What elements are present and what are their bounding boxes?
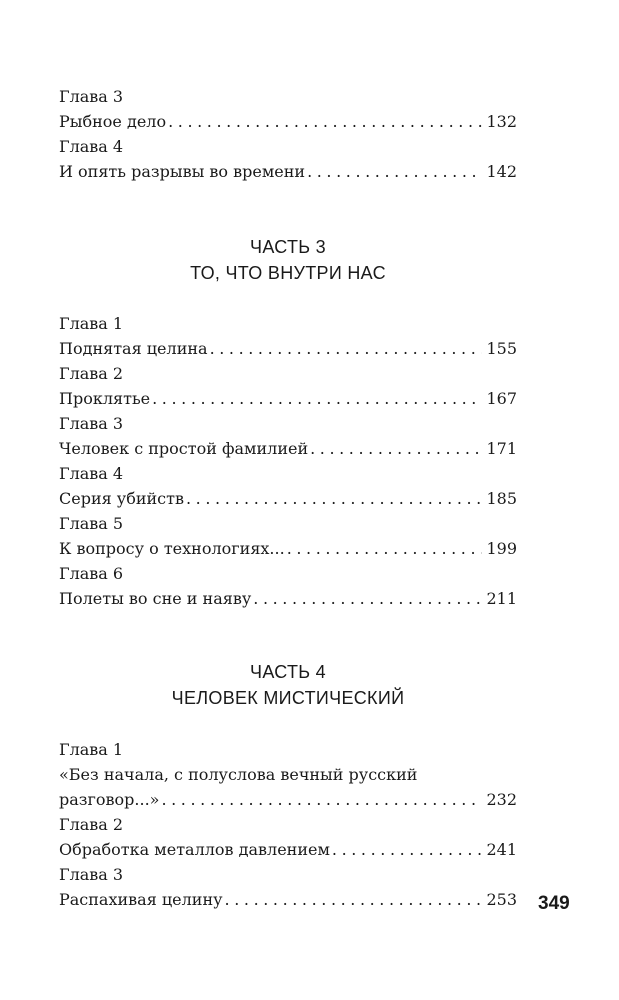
- entry-title: Человек с простой фамилией: [59, 439, 309, 458]
- part-title: ТО, ЧТО ВНУТРИ НАС: [190, 263, 386, 283]
- entry-page: 199: [486, 539, 517, 558]
- part-heading: [59, 234, 517, 286]
- dot-leader: [307, 159, 482, 184]
- entry-title: разговор...»: [59, 790, 160, 809]
- entry-page: 167: [486, 389, 517, 408]
- chapter-label: Глава 1: [59, 740, 124, 759]
- chapter-label: Глава 3: [59, 87, 124, 106]
- chapter-label: Глава 1: [59, 314, 124, 333]
- entry-title: Рыбное дело: [59, 112, 167, 131]
- entry-title: И опять разрывы во времени: [59, 162, 306, 181]
- dot-leader: [225, 887, 483, 912]
- entry-page: 253: [486, 890, 517, 909]
- dot-leader: [161, 787, 482, 812]
- dot-leader: [310, 436, 482, 461]
- chapter-label: Глава 6: [59, 564, 124, 583]
- entry-title: Поднятая целина: [59, 339, 208, 358]
- entry-title: Проклятье: [59, 389, 151, 408]
- entry-title: Распахивая целину: [59, 890, 223, 909]
- toc-entry[interactable]: [59, 837, 517, 862]
- chapter-label: Глава 2: [59, 815, 124, 834]
- dot-leader: [210, 336, 483, 361]
- dot-leader: [287, 536, 483, 561]
- toc-entry[interactable]: [59, 109, 517, 134]
- part-number: ЧАСТЬ 3: [250, 237, 326, 257]
- entry-title: К вопросу о технологиях...: [59, 539, 285, 558]
- entry-page: 211: [486, 589, 517, 608]
- chapter-label: Глава 3: [59, 414, 124, 433]
- toc-entry[interactable]: [59, 787, 517, 812]
- dot-leader: [168, 109, 482, 134]
- toc-entry[interactable]: [59, 536, 517, 561]
- dot-leader: [152, 386, 482, 411]
- entry-title: Серия убийств: [59, 489, 184, 508]
- dot-leader: [332, 837, 483, 862]
- toc-entry[interactable]: [59, 159, 517, 184]
- toc-entry[interactable]: [59, 887, 517, 912]
- chapter-label: Глава 4: [59, 137, 124, 156]
- toc-entry[interactable]: [59, 336, 517, 361]
- chapter-label: Глава 3: [59, 865, 124, 884]
- chapter-label: Глава 2: [59, 364, 124, 383]
- entry-page: 142: [486, 162, 517, 181]
- part-heading: [59, 659, 517, 711]
- chapter-label: Глава 5: [59, 514, 124, 533]
- entry-page: 132: [486, 112, 517, 131]
- entry-page: 232: [486, 790, 517, 809]
- toc-entry[interactable]: [59, 486, 517, 511]
- entry-page: 171: [486, 439, 517, 458]
- entry-title: Полеты во сне и наяву: [59, 589, 252, 608]
- chapter-label: Глава 4: [59, 464, 124, 483]
- toc-entry[interactable]: [59, 436, 517, 461]
- entry-page: 185: [486, 489, 517, 508]
- entry-page: 241: [486, 840, 517, 859]
- entry-page: 155: [486, 339, 517, 358]
- toc-entry[interactable]: [59, 586, 517, 611]
- entry-title: Обработка металлов давлением: [59, 840, 330, 859]
- entry-title-line[interactable]: «Без начала, с полуслова вечный русский: [59, 765, 418, 784]
- table-of-contents: [59, 84, 517, 912]
- dot-leader: [253, 586, 482, 611]
- page-number: 349: [538, 893, 570, 914]
- dot-leader: [186, 486, 482, 511]
- part-number: ЧАСТЬ 4: [250, 662, 326, 682]
- toc-entry[interactable]: [59, 386, 517, 411]
- part-title: ЧЕЛОВЕК МИСТИЧЕСКИЙ: [171, 688, 405, 708]
